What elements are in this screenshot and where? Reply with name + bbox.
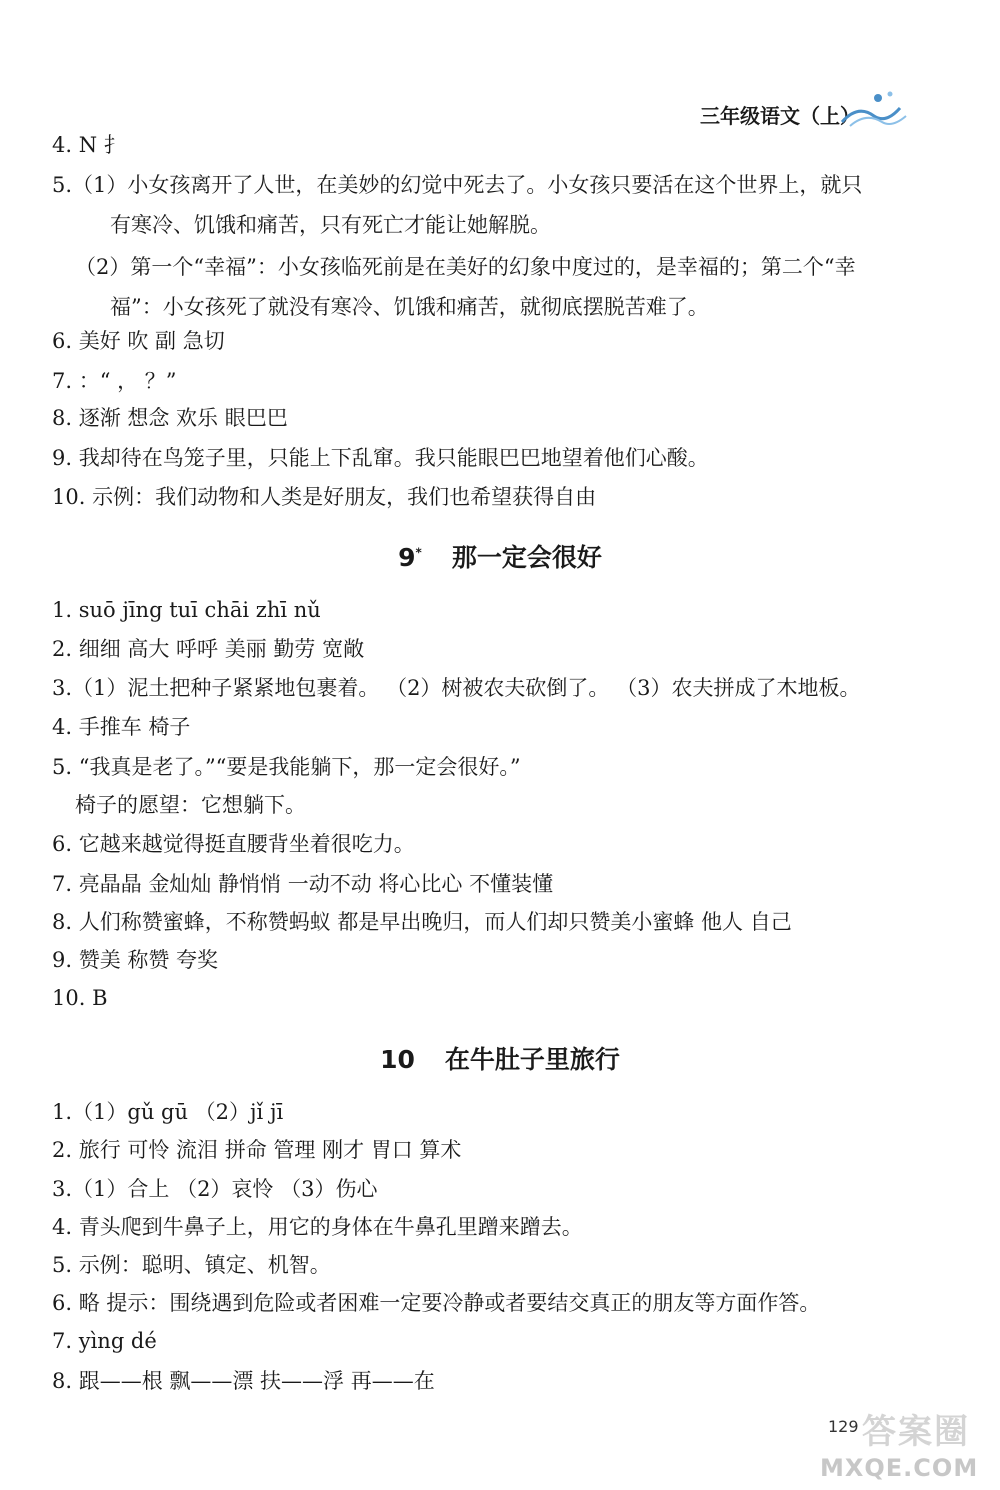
lesson-name: 那一定会很好 [451,543,602,572]
answer-line-continued: 有寒冷、饥饿和痛苦，只有死亡才能让她解脱。 [110,213,551,237]
lesson-title-10 [0,1040,1000,1076]
answer-line: 8. 人们称赞蜜蜂，不称赞蚂蚁 都是早出晚归，而人们却只赞美小蜜蜂 他人 自己 [52,910,792,934]
answer-line: 4. N 扌 [52,133,125,157]
book-title: 三年级语文（上） [700,104,860,128]
answer-line: 1.（1）gǔ gū （2）jǐ jī [52,1100,284,1124]
answer-line-continued: 福”：小女孩死了就没有寒冷、饥饿和痛苦，就彻底摆脱苦难了。 [110,295,709,319]
answer-line: 8. 逐渐 想念 欢乐 眼巴巴 [52,406,288,430]
page-number: 129 [828,1417,859,1436]
page-header [690,96,920,140]
wave-decoration-icon [840,86,910,130]
answer-line: 7. ：“ ， ？” [52,369,177,393]
answer-line: 3.（1）合上 （2）哀怜 （3）伤心 [52,1177,378,1201]
answer-line: 1. suō jīng tuī chāi zhī nǔ [52,598,321,622]
answer-line: 2. 细细 高大 呼呼 美丽 勤劳 宽敞 [52,637,365,661]
answer-line: 5. “我真是老了。”“要是我能躺下，那一定会很好。” [52,755,521,779]
lesson-number: 9 [398,543,416,572]
optional-mark: * [415,545,422,560]
answer-line: 4. 青头爬到牛鼻子上，用它的身体在牛鼻孔里蹭来蹭去。 [52,1215,583,1239]
answer-line: 5. 示例：聪明、镇定、机智。 [52,1253,331,1277]
answer-line: 9. 赞美 称赞 夸奖 [52,948,219,972]
answer-line-continued: 椅子的愿望：它想躺下。 [75,793,306,817]
answer-line: 4. 手推车 椅子 [52,715,191,739]
answer-line: 9. 我却待在鸟笼子里，只能上下乱窜。我只能眼巴巴地望着他们心酸。 [52,446,709,470]
answer-line: 3.（1）泥土把种子紧紧地包裹着。 （2）树被农夫砍倒了。 （3）农夫拼成了木地板。 [52,676,861,700]
watermark-logo: 答案圈 [862,1412,970,1452]
watermark [820,1404,995,1484]
answer-line: 5.（1）小女孩离开了人世，在美妙的幻觉中死去了。小女孩只要活在这个世界上，就只 [52,173,863,197]
lesson-name: 在牛肚子里旅行 [444,1045,620,1074]
answer-line: 8. 跟——根 飘——漂 扶——浮 再——在 [52,1369,435,1393]
lesson-number: 10 [380,1045,415,1074]
answer-line: 10. B [52,986,108,1010]
watermark-url: MXQE.COM [820,1454,979,1482]
answer-line: 6. 美好 吹 副 急切 [52,329,225,353]
answer-line: 7. yìng dé [52,1329,157,1353]
answer-line: 6. 它越来越觉得挺直腰背坐着很吃力。 [52,832,415,856]
lesson-title-9 [0,538,1000,574]
answer-line: 6. 略 提示：围绕遇到危险或者困难一定要冷静或者要结交真正的朋友等方面作答。 [52,1291,821,1315]
answer-line: （2）第一个“幸福”：小女孩临死前是在美好的幻象中度过的，是幸福的；第二个“幸 [75,255,856,279]
answer-line: 2. 旅行 可怜 流泪 拼命 管理 刚才 胃口 算术 [52,1138,462,1162]
answer-line: 7. 亮晶晶 金灿灿 静悄悄 一动不动 将心比心 不懂装懂 [52,872,554,896]
answer-line: 10. 示例：我们动物和人类是好朋友，我们也希望获得自由 [52,485,597,509]
